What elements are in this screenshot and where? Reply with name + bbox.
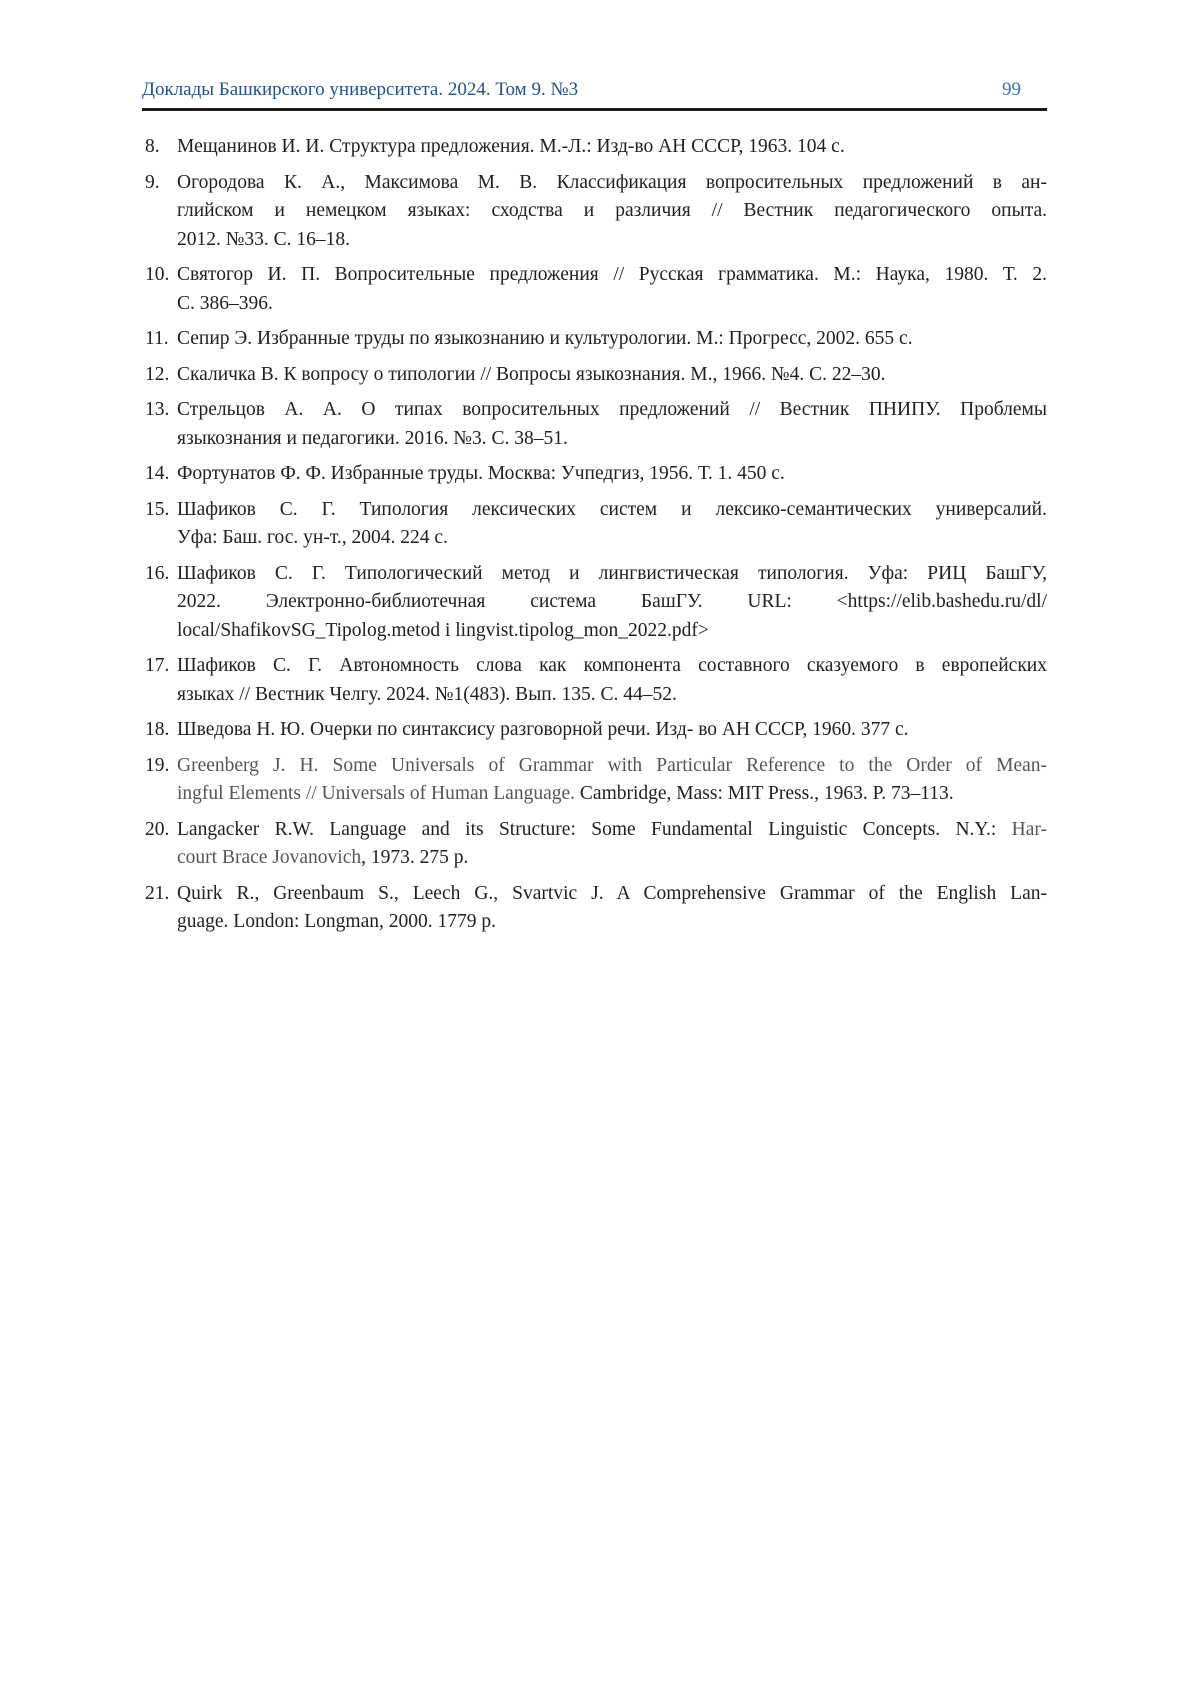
page-content [142, 78, 1047, 944]
reference-text [177, 361, 1047, 390]
text-segment: guage. London: Longman, 2000. 1779 p. [177, 911, 496, 932]
text-segment: ingful Elements // Universals of Human Language. [177, 783, 580, 804]
reference-line [177, 226, 1047, 255]
reference-number: 15. [145, 498, 170, 520]
reference-text [177, 133, 1047, 162]
reference-line [177, 261, 1047, 290]
text-segment: local/ShafikovSG_Tipolog.metod i lingvist.tipolog_mon_2022.pdf> [177, 619, 709, 641]
reference-item [142, 460, 1047, 489]
reference-number: 21. [145, 882, 170, 904]
reference-item [142, 396, 1047, 453]
journal-title: Доклады Башкирского университета. 2024. Том 9. №3 [142, 79, 579, 100]
reference-text [177, 716, 1047, 745]
text-segment: Шафиков С. Г. Типологический метод и лингвистическая типология. Уфа: РИЦ БашГУ, [177, 562, 1047, 584]
reference-line [177, 290, 1047, 319]
text-segment: Фортунатов Ф. Ф. Избранные труды. Москва: Учпедгиз, 1956. Т. 1. 450 с. [177, 463, 785, 484]
text-segment: языкознания и педагогики. 2016. №3. С. 38–51. [177, 427, 568, 449]
reference-number: 13. [145, 399, 170, 420]
reference-item [142, 560, 1047, 646]
reference-text [177, 496, 1047, 553]
reference-text [177, 325, 1047, 354]
reference-number: 12. [145, 363, 170, 385]
reference-line [177, 880, 1047, 909]
reference-line [177, 588, 1047, 617]
reference-number: 9. [145, 171, 160, 193]
reference-line [177, 716, 1047, 745]
reference-line [177, 617, 1047, 646]
reference-number: 8. [145, 136, 160, 157]
reference-line [177, 169, 1047, 198]
reference-line [177, 361, 1047, 390]
reference-text [177, 752, 1047, 809]
reference-number: 17. [145, 655, 170, 676]
reference-line [177, 496, 1047, 525]
reference-line [177, 652, 1047, 681]
reference-line [177, 425, 1047, 454]
reference-number: 11. [145, 328, 169, 349]
text-segment: 2012. №33. С. 16–18. [177, 228, 350, 250]
text-segment: Огородова К. А., Максимова М. В. Классификация вопросительных предложений в ан- [177, 171, 1047, 193]
text-segment: Мещанинов И. И. Структура предложения. М.-Л.: Изд-во АН СССР, 1963. 104 с. [177, 136, 845, 157]
reference-text [177, 261, 1047, 318]
text-segment: Greenberg J. H. Some Universals of Grammar with Particular Reference to the Order of Mean- [177, 754, 1047, 776]
text-segment: court Brace Jovanovich [177, 847, 362, 868]
reference-item [142, 169, 1047, 255]
reference-line [177, 197, 1047, 226]
reference-line [177, 844, 1047, 873]
reference-number: 20. [145, 818, 170, 840]
reference-line [177, 780, 1047, 809]
text-segment: Шафиков С. Г. Типология лексических систем и лексико-семантических универсалий. [177, 498, 1047, 520]
reference-text [177, 816, 1047, 873]
reference-item [142, 325, 1047, 354]
text-segment: Langacker R.W. Language and its Structure: Some Fundamental Linguistic Concepts. N.Y.: [177, 818, 1012, 840]
reference-line [177, 524, 1047, 553]
reference-item [142, 133, 1047, 162]
reference-line [177, 396, 1047, 425]
text-segment: Quirk R., Greenbaum S., Leech G., Svartvic J. A Comprehensive Grammar of the English Lan- [177, 882, 1047, 904]
reference-item [142, 261, 1047, 318]
text-segment: Уфа: Баш. гос. ун-т., 2004. 224 с. [177, 527, 448, 548]
text-segment: Har- [1011, 818, 1047, 840]
text-segment: 2022. Электронно-библиотечная система БашГУ. URL: <https://elib.bashedu.ru/dl/ [177, 591, 1047, 612]
text-segment: языках // Вестник Челгу. 2024. №1(483). Вып. 135. С. 44–52. [177, 683, 677, 705]
reference-line [177, 133, 1047, 162]
references-list [142, 133, 1047, 937]
reference-item [142, 652, 1047, 709]
reference-line [177, 816, 1047, 845]
reference-text [177, 396, 1047, 453]
reference-item [142, 816, 1047, 873]
reference-text [177, 460, 1047, 489]
reference-text [177, 560, 1047, 646]
reference-line [177, 908, 1047, 937]
reference-text [177, 880, 1047, 937]
text-segment: глийском и немецком языках: сходства и различия // Вестник педагогического опыта. [177, 200, 1047, 221]
page-number: 99 [1002, 79, 1021, 100]
reference-line [177, 325, 1047, 354]
reference-number: 14. [145, 463, 170, 484]
reference-item [142, 496, 1047, 553]
reference-text [177, 652, 1047, 709]
text-segment: Шафиков С. Г. Автономность слова как компонента составного сказуемого в европейских [177, 655, 1047, 676]
text-segment: Cambridge, Mass: MIT Press., 1963. P. 73–113. [579, 783, 954, 804]
text-segment: С. 386–396. [177, 292, 273, 314]
text-segment: Святогор И. П. Вопросительные предложения // Русская грамматика. М.: Наука, 1980. Т. 2. [177, 264, 1047, 285]
reference-line [177, 752, 1047, 781]
reference-item [142, 716, 1047, 745]
reference-number: 19. [145, 754, 170, 776]
text-segment: Шведова Н. Ю. Очерки по синтаксису разговорной речи. Изд- во АН СССР, 1960. 377 с. [177, 719, 909, 740]
reference-item [142, 361, 1047, 390]
text-segment: , 1973. 275 p. [361, 847, 469, 868]
reference-number: 10. [145, 264, 170, 285]
text-segment: Стрельцов А. А. О типах вопросительных предложений // Вестник ПНИПУ. Проблемы [177, 399, 1047, 420]
reference-item [142, 752, 1047, 809]
reference-number: 16. [145, 562, 170, 584]
reference-text [177, 169, 1047, 255]
reference-line [177, 460, 1047, 489]
header-rule [142, 108, 1047, 111]
reference-line [177, 681, 1047, 710]
reference-item [142, 880, 1047, 937]
reference-line [177, 560, 1047, 589]
text-segment: Скаличка В. К вопросу о типологии // Вопросы языкознания. М., 1966. №4. С. 22–30. [177, 363, 886, 385]
reference-number: 18. [145, 719, 170, 740]
text-segment: Сепир Э. Избранные труды по языкознанию и культурологии. М.: Прогресс, 2002. 655 с. [177, 328, 913, 349]
running-head [142, 78, 1047, 108]
